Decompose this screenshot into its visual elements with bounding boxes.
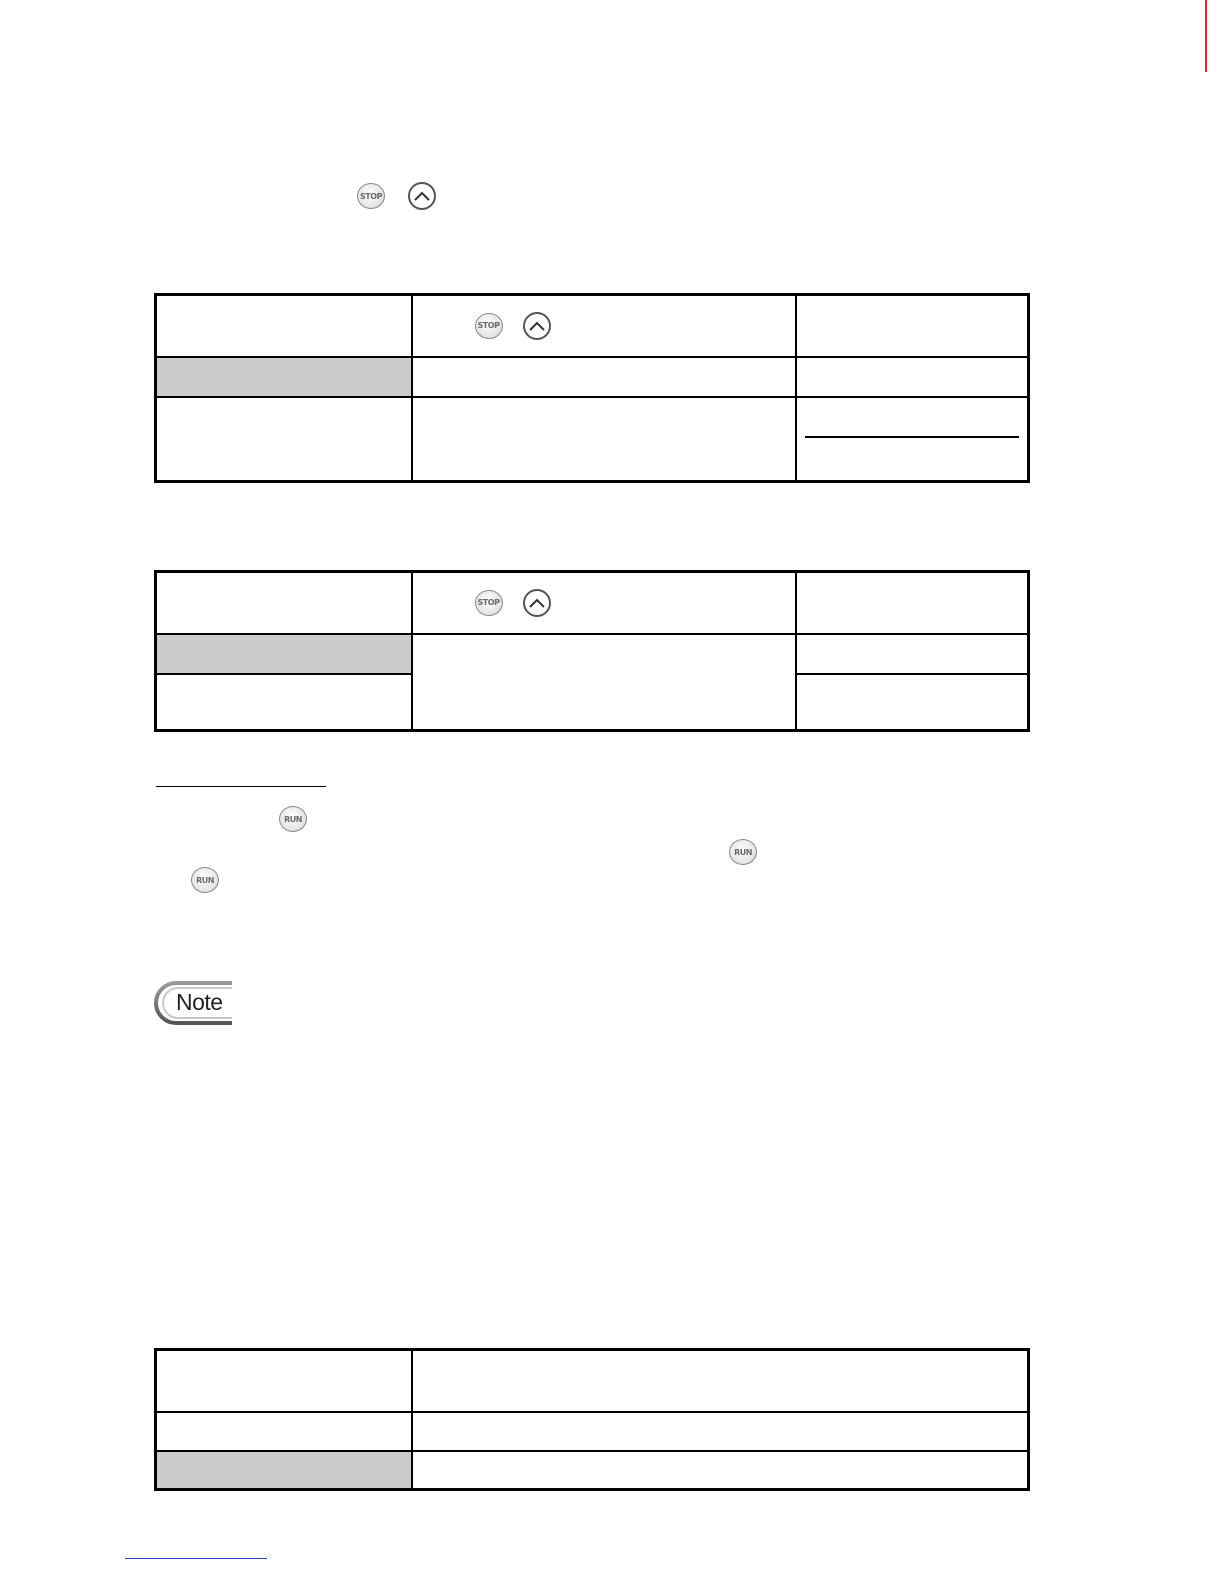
table-cell bbox=[156, 295, 412, 357]
stop-key-icon: STOP bbox=[357, 183, 385, 209]
table-header-keys-cell bbox=[412, 295, 796, 357]
run-key-icon: RUN bbox=[279, 806, 307, 832]
table-row bbox=[156, 634, 1029, 674]
table-cell bbox=[796, 674, 1029, 730]
up-arrow-key-icon bbox=[523, 589, 551, 617]
table-cell bbox=[412, 357, 796, 397]
table-row bbox=[156, 1412, 1029, 1451]
table-row bbox=[156, 1451, 1029, 1490]
table-row bbox=[156, 357, 1029, 397]
footnote-rule bbox=[156, 786, 326, 787]
table-cell bbox=[412, 1350, 1029, 1412]
page-edge-mark bbox=[1205, 0, 1207, 72]
table-header-row bbox=[156, 572, 1029, 634]
table-header-row bbox=[156, 295, 1029, 357]
run-key-icon: RUN bbox=[191, 867, 219, 893]
table-cell bbox=[412, 397, 796, 481]
settings-table-3 bbox=[154, 1348, 1030, 1491]
table-header-row bbox=[156, 1350, 1029, 1412]
table-cell bbox=[412, 1451, 1029, 1490]
table-cell bbox=[796, 572, 1029, 634]
run-key-icon: RUN bbox=[729, 839, 757, 865]
settings-table-2 bbox=[154, 570, 1030, 732]
note-badge-label: Note bbox=[176, 989, 223, 1015]
up-arrow-key-icon bbox=[523, 312, 551, 340]
table-cell bbox=[796, 357, 1029, 397]
table-cell bbox=[796, 295, 1029, 357]
table-cell-shaded bbox=[156, 1451, 412, 1490]
stop-key-icon: STOP bbox=[475, 313, 503, 339]
table-cell bbox=[156, 397, 412, 481]
settings-table-1 bbox=[154, 293, 1030, 483]
table-header-keys-cell bbox=[412, 572, 796, 634]
table-cell bbox=[156, 1412, 412, 1451]
table-cell-shaded bbox=[156, 634, 412, 674]
table-subcell bbox=[805, 398, 1020, 438]
table-subcell bbox=[805, 438, 1020, 480]
table-cell bbox=[156, 1350, 412, 1412]
table-cell bbox=[156, 572, 412, 634]
table-row bbox=[156, 397, 1029, 481]
table-cell-split bbox=[796, 397, 1029, 481]
table-cell bbox=[156, 674, 412, 730]
table-cell-shaded bbox=[156, 357, 412, 397]
up-arrow-key-icon bbox=[408, 182, 436, 210]
link-underline[interactable] bbox=[125, 1558, 267, 1559]
table-cell bbox=[796, 634, 1029, 674]
stop-key-icon: STOP bbox=[475, 590, 503, 616]
note-badge-icon bbox=[152, 980, 234, 1026]
table-cell bbox=[412, 1412, 1029, 1451]
table-cell bbox=[412, 634, 796, 731]
